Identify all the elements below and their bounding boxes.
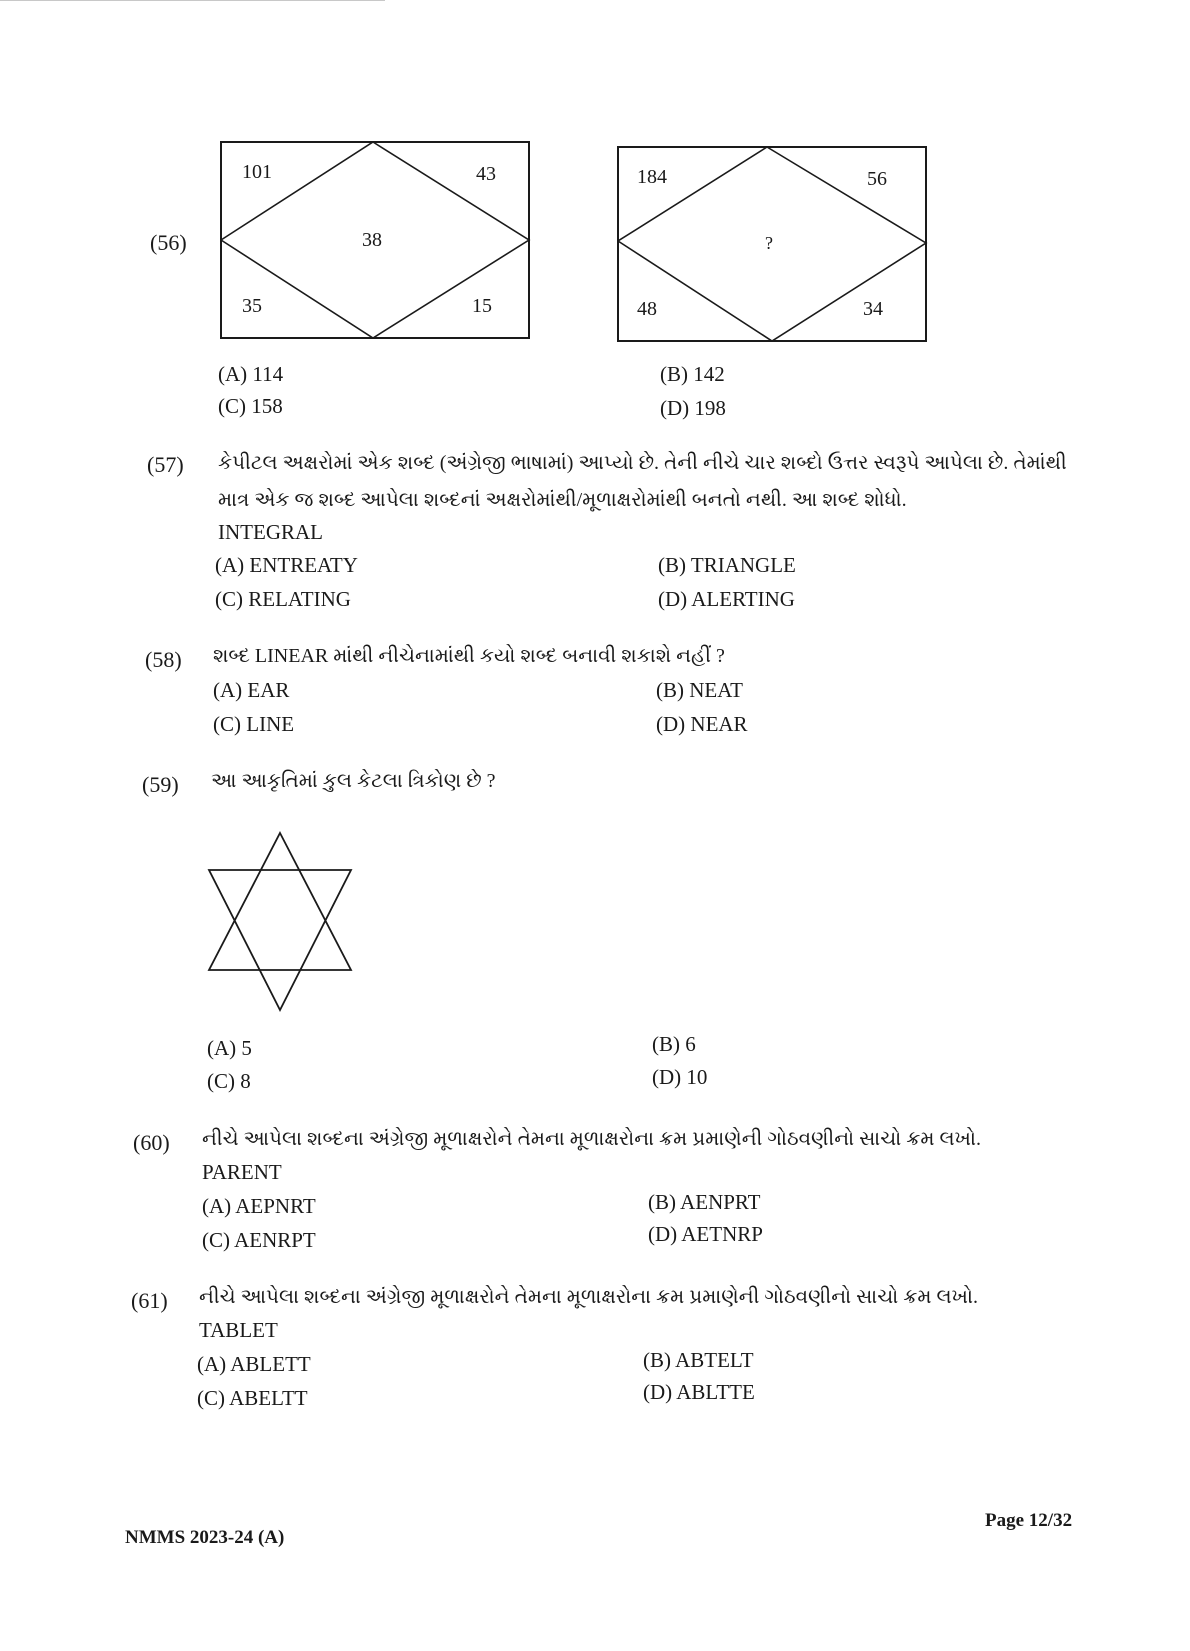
q57-word: INTEGRAL <box>218 520 323 544</box>
q56-number: (56) <box>150 230 187 255</box>
q56-option-c: (C) 158 <box>218 394 283 418</box>
q60-option-a: (A) AEPNRT <box>202 1194 316 1218</box>
q57-option-d: (D) ALERTING <box>658 587 795 611</box>
footer-page-number: Page 12/32 <box>985 1510 1073 1531</box>
q56-figure-right <box>617 145 929 345</box>
q58-number: (58) <box>145 647 182 672</box>
q61-option-b: (B) ABTELT <box>643 1348 754 1372</box>
q60-text: નીચે આપેલા શબ્દના અંગ્રેજી મૂળાક્ષરોને તેમના મૂળાક્ષરોના ક્રમ પ્રમાણેની ગોઠવણીનો સાચો ક્રમ લખો. <box>202 1128 981 1150</box>
fig-left-center: 38 <box>362 229 382 251</box>
q60-word: PARENT <box>202 1160 282 1184</box>
q61-text: નીચે આપેલા શબ્દના અંગ્રેજી મૂળાક્ષરોને તેમના મૂળાક્ષરોના ક્રમ પ્રમાણેની ગોઠવણીનો સાચો ક્રમ લખો. <box>199 1286 978 1308</box>
fig-right-top-right: 56 <box>867 168 887 190</box>
q57-text-line1: કેપીટલ અક્ષરોમાં એક શબ્દ (અંગ્રેજી ભાષામાં) આપ્યો છે. તેની નીચે ચાર શબ્દો ઉત્તર સ્વરૂપે આપેલા છે. તેમાંથી <box>218 452 1067 474</box>
q58-option-b: (B) NEAT <box>656 678 743 702</box>
q61-number: (61) <box>131 1288 168 1313</box>
q59-text: આ આકૃતિમાં કુલ કેટલા ત્રિકોણ છે ? <box>211 770 496 792</box>
q61-option-d: (D) ABLTTE <box>643 1380 755 1404</box>
fig-left-top-left: 101 <box>242 161 272 183</box>
q61-option-a: (A) ABLETT <box>197 1352 311 1376</box>
q58-option-d: (D) NEAR <box>656 712 748 736</box>
q59-number: (59) <box>142 772 179 797</box>
q60-number: (60) <box>133 1130 170 1155</box>
q57-number: (57) <box>147 452 184 477</box>
q57-option-c: (C) RELATING <box>215 587 351 611</box>
q57-option-b: (B) TRIANGLE <box>658 553 796 577</box>
fig-left-bottom-right: 15 <box>472 295 492 317</box>
fig-left-top-right: 43 <box>476 163 496 185</box>
q58-text: શબ્દ LINEAR માંથી નીચેનામાંથી કયો શબ્દ બનાવી શકાશે નહીં ? <box>213 645 725 667</box>
q59-option-a: (A) 5 <box>207 1036 252 1060</box>
top-rule <box>0 0 385 1</box>
q59-option-b: (B) 6 <box>652 1032 696 1056</box>
q57-text-line2: માત્ર એક જ શબ્દ આપેલા શબ્દનાં અક્ષરોમાંથી/મૂળાક્ષરોમાંથી બનતો નથી. આ શબ્દ શોધો. <box>218 489 907 511</box>
q60-option-d: (D) AETNRP <box>648 1222 763 1246</box>
q56-figure-left <box>220 140 532 340</box>
footer-exam-code: NMMS 2023-24 (A) <box>125 1527 285 1548</box>
q59-option-d: (D) 10 <box>652 1065 708 1089</box>
q56-option-a: (A) 114 <box>218 362 284 386</box>
q56-option-d: (D) 198 <box>660 396 726 420</box>
q61-word: TABLET <box>199 1318 278 1342</box>
fig-right-top-left: 184 <box>637 166 667 188</box>
fig-right-bottom-right: 34 <box>863 298 883 320</box>
q57-option-a: (A) ENTREATY <box>215 553 358 577</box>
q61-option-c: (C) ABELTT <box>197 1386 308 1410</box>
q58-option-a: (A) EAR <box>213 678 290 702</box>
fig-right-bottom-left: 48 <box>637 298 657 320</box>
q59-option-c: (C) 8 <box>207 1069 251 1093</box>
q58-option-c: (C) LINE <box>213 712 295 736</box>
fig-right-center: ? <box>765 233 773 253</box>
fig-left-bottom-left: 35 <box>242 295 262 317</box>
q60-option-b: (B) AENPRT <box>648 1190 761 1214</box>
q60-option-c: (C) AENRPT <box>202 1228 316 1252</box>
q59-star-figure <box>205 830 355 1015</box>
q56-option-b: (B) 142 <box>660 362 725 386</box>
